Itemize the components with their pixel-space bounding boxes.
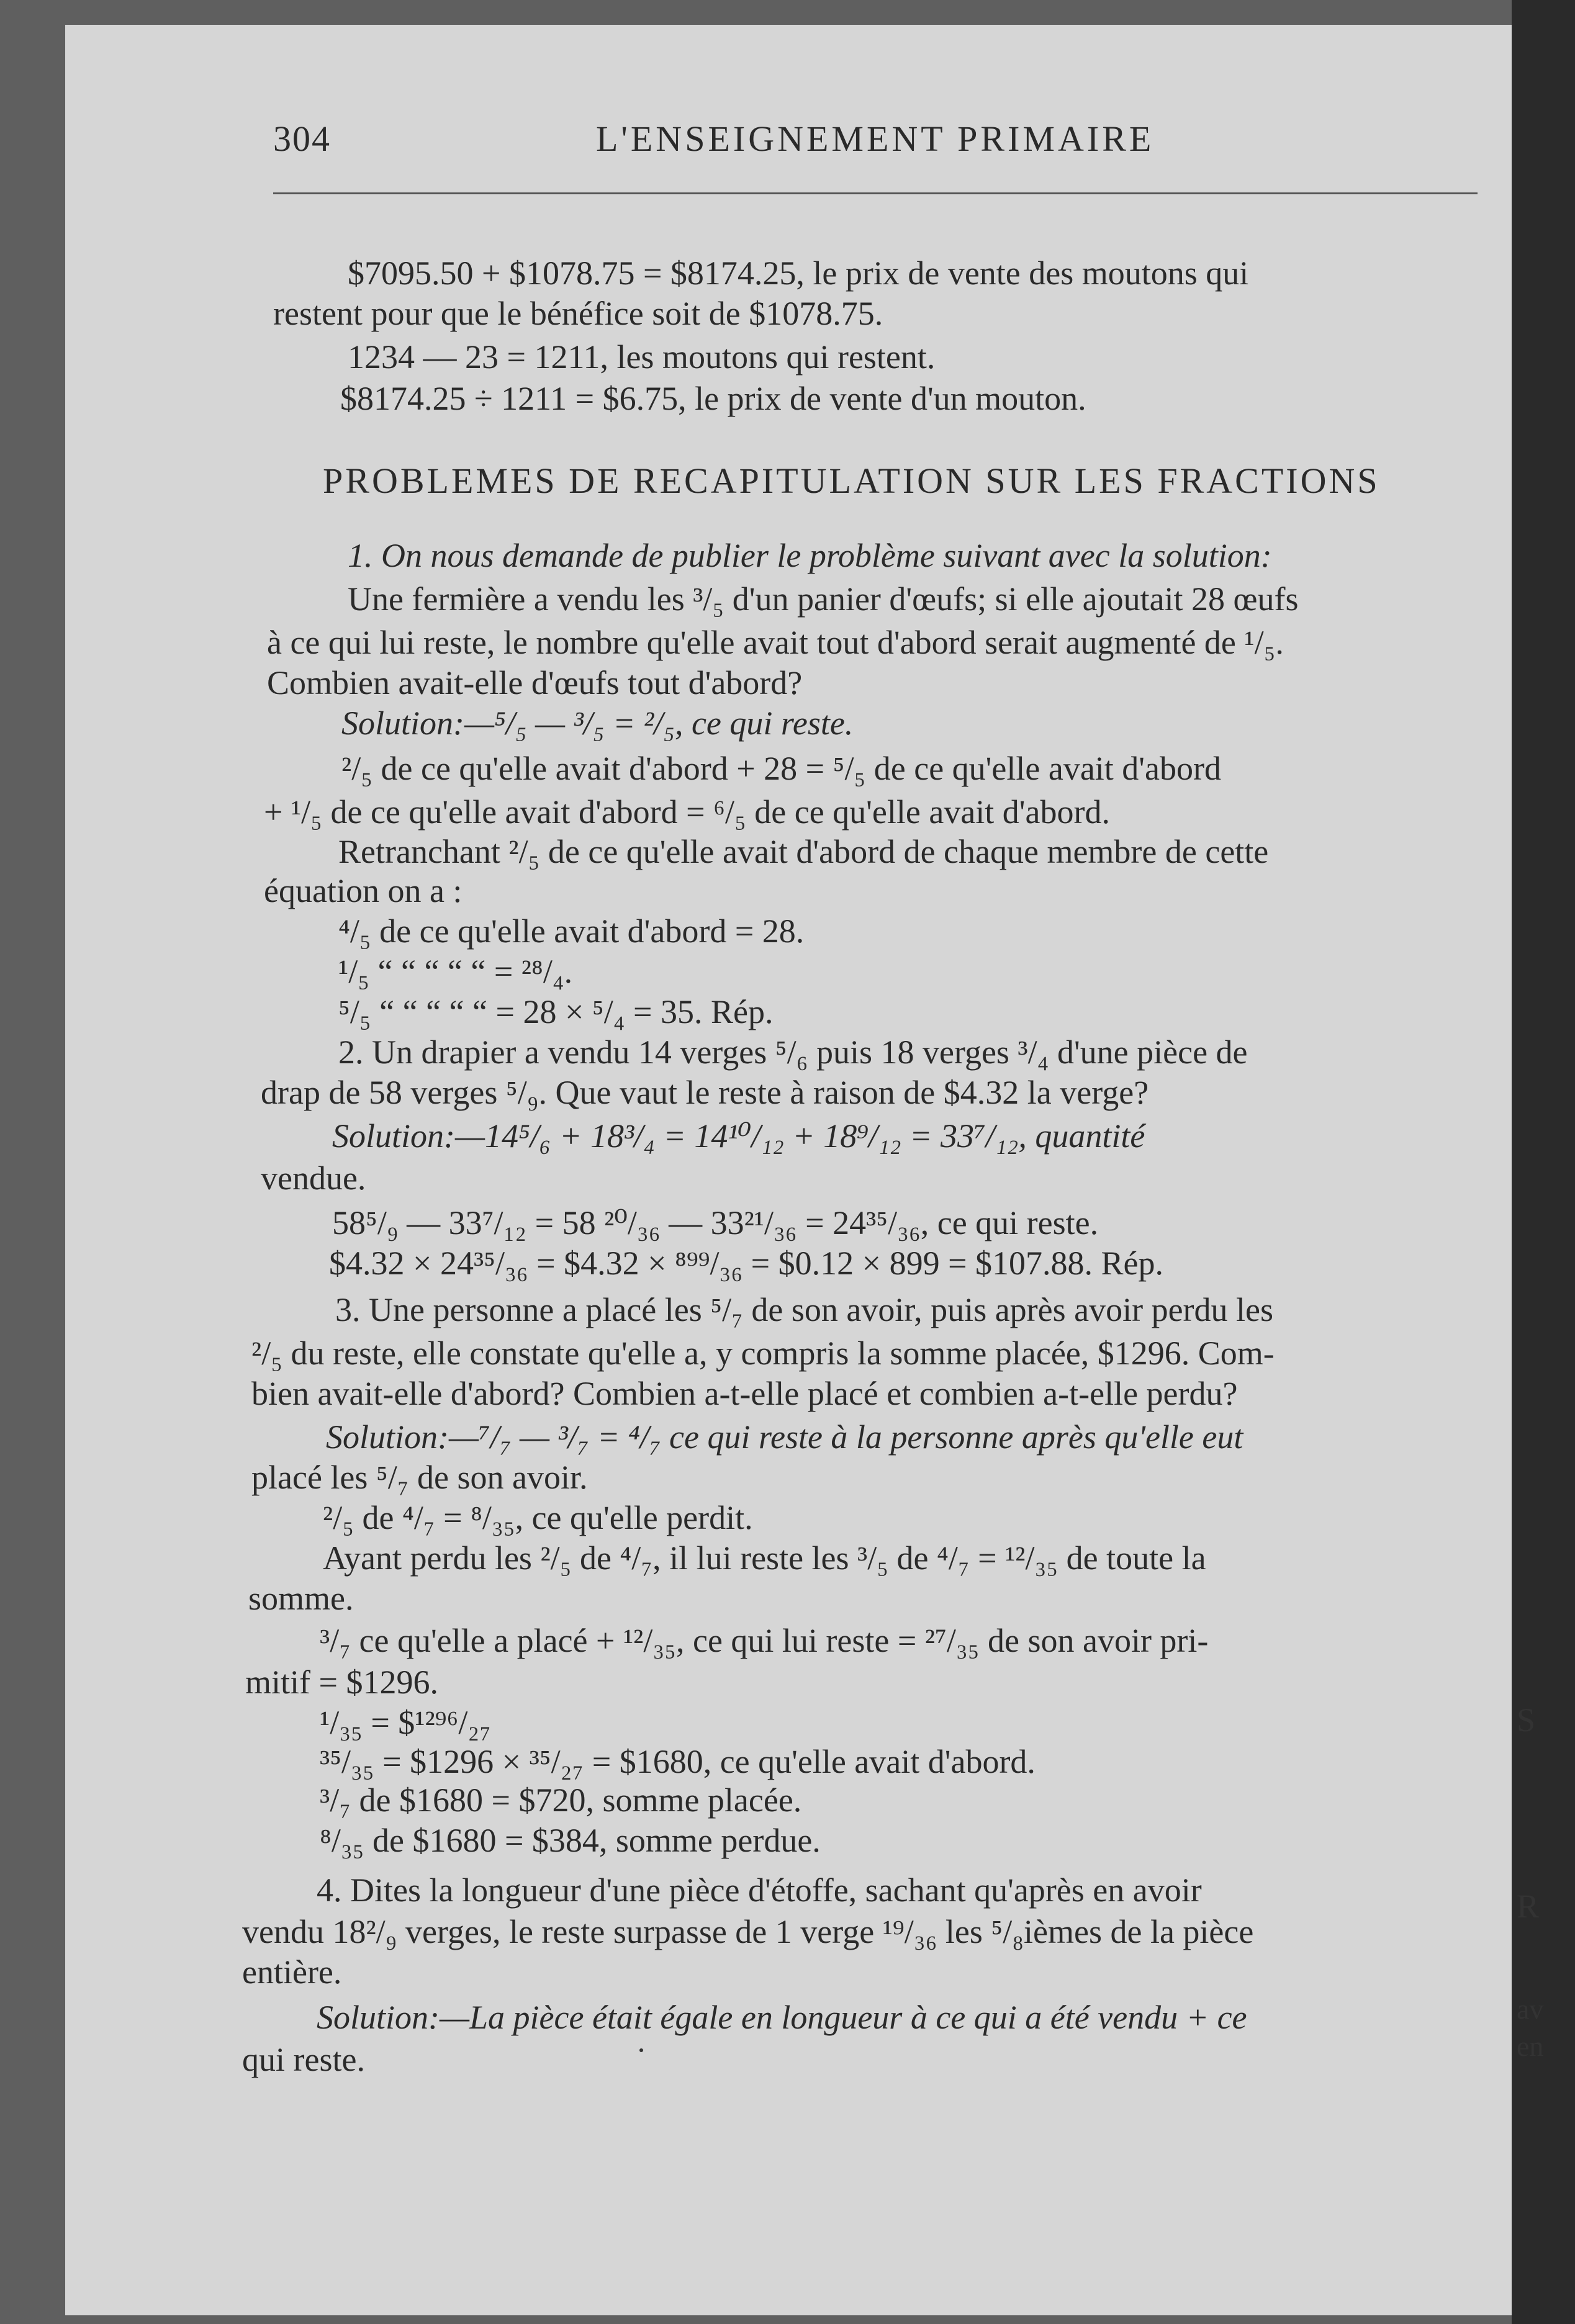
text-line: 3. Une personne a placé les ⁵/₇ de son avoir, puis après avoir perdu les bbox=[335, 1291, 1274, 1328]
text-line: ¹/₅ “ “ “ “ “ = ²⁸/₄. bbox=[338, 953, 573, 990]
text-line: équation on a : bbox=[264, 872, 463, 909]
text-line: $4.32 × 24³⁵/₃₆ = $4.32 × ⁸⁹⁹/₃₆ = $0.12 × 899 = $107.88. Rép. bbox=[329, 1245, 1164, 1282]
text-line: Ayant perdu les ²/₅ de ⁴/₇, il lui reste les ³/₅ de ⁴/₇ = ¹²/₃₅ de toute la bbox=[323, 1539, 1206, 1577]
solution-line: Solution:—⁷/₇ — ³/₇ = ⁴/₇ ce qui reste à la personne après qu'elle eut bbox=[326, 1418, 1243, 1456]
text-line: drap de 58 verges ⁵/₉. Que vaut le reste à raison de $4.32 la verge? bbox=[261, 1074, 1149, 1111]
text-line: vendu 18²/₉ verges, le reste surpasse de 1 verge ¹⁹/₃₆ les ⁵/₈ièmes de la pièce bbox=[242, 1913, 1254, 1950]
text-line: 1234 — 23 = 1211, les moutons qui restent. bbox=[348, 338, 936, 376]
text-line: ³/₇ ce qu'elle a placé + ¹²/₃₅, ce qui lui reste = ²⁷/₃₅ de son avoir pri- bbox=[320, 1622, 1209, 1659]
text-line: Une fermière a vendu les ³/₅ d'un panier d'œufs; si elle ajoutait 28 œufs bbox=[348, 580, 1299, 618]
text-line: $8174.25 ÷ 1211 = $6.75, le prix de vente d'un mouton. bbox=[340, 380, 1086, 417]
text-line: placé les ⁵/₇ de son avoir. bbox=[251, 1459, 588, 1496]
text-line: ³/₇ de $1680 = $720, somme placée. bbox=[320, 1781, 802, 1819]
text-line: mitif = $1296. bbox=[245, 1664, 438, 1701]
text-line: ²/₅ de ⁴/₇ = ⁸/₃₅, ce qu'elle perdit. bbox=[323, 1499, 753, 1536]
text-line: 4. Dites la longueur d'une pièce d'étoffe, sachant qu'après en avoir bbox=[317, 1871, 1202, 1909]
problem-statement: 1. On nous demande de publier le problème suivant avec la solution: bbox=[348, 537, 1272, 574]
text-line: Retranchant ²/₅ de ce qu'elle avait d'abord de chaque membre de cette bbox=[338, 833, 1269, 870]
running-title: L'ENSEIGNEMENT PRIMAIRE bbox=[596, 119, 1155, 159]
text-line: entière. bbox=[242, 1953, 342, 1991]
text-line: $7095.50 + $1078.75 = $8174.25, le prix de vente des moutons qui bbox=[348, 254, 1249, 292]
margin-fragment: R bbox=[1517, 1888, 1540, 1925]
text-line: 58⁵/₉ — 33⁷/₁₂ = 58 ²⁰/₃₆ — 33²¹/₃₆ = 24³⁵/₃₆, ce qui reste. bbox=[332, 1204, 1099, 1241]
solution-line: Solution:—14⁵/₆ + 18³/₄ = 14¹⁰/₁₂ + 18⁹/₁₂ = 33⁷/₁₂, quantité bbox=[332, 1117, 1145, 1155]
text-line: ²/₅ de ce qu'elle avait d'abord + 28 = ⁵/₅ de ce qu'elle avait d'abord bbox=[341, 750, 1221, 787]
text-line: Combien avait-elle d'œufs tout d'abord? bbox=[267, 664, 803, 701]
page-header bbox=[273, 118, 1484, 174]
text-line: ²/₅ du reste, elle constate qu'elle a, y compris la somme placée, $1296. Com- bbox=[251, 1335, 1275, 1372]
page-number: 304 bbox=[273, 119, 331, 159]
solution-line: Solution:—La pièce était égale en longueur à ce qui a été vendu + ce bbox=[317, 1999, 1247, 2036]
text-line: + ¹/₅ de ce qu'elle avait d'abord = ⁶/₅ de ce qu'elle avait d'abord. bbox=[264, 793, 1110, 831]
text-line: ¹/₃₅ = $¹²⁹⁶/₂₇ bbox=[320, 1704, 491, 1741]
margin-fragment: av bbox=[1517, 1993, 1544, 2025]
adjacent-page-fragments bbox=[1512, 1614, 1549, 2098]
header-rule bbox=[273, 192, 1478, 194]
text-line: qui reste. bbox=[242, 2041, 365, 2078]
text-line: ⁵/₅ “ “ “ “ “ = 28 × ⁵/₄ = 35. Rép. bbox=[338, 993, 774, 1030]
text-line: restent pour que le bénéfice soit de $1078.75. bbox=[273, 295, 883, 332]
margin-fragment: en bbox=[1517, 2030, 1544, 2062]
text-line: ⁸/₃₅ de $1680 = $384, somme perdue. bbox=[320, 1822, 821, 1859]
section-heading: PROBLEMES DE RECAPITULATION SUR LES FRACTIONS bbox=[323, 461, 1380, 501]
text-line: à ce qui lui reste, le nombre qu'elle avait tout d'abord serait augmenté de ¹/₅. bbox=[267, 624, 1284, 661]
text-line: ³⁵/₃₅ = $1296 × ³⁵/₂₇ = $1680, ce qu'elle avait d'abord. bbox=[320, 1743, 1036, 1780]
text-line: bien avait-elle d'abord? Combien a-t-elle placé et combien a-t-elle perdu? bbox=[251, 1375, 1238, 1412]
margin-fragment: S bbox=[1517, 1701, 1536, 1739]
ink-speck bbox=[639, 2048, 643, 2052]
text-line: 2. Un drapier a vendu 14 verges ⁵/₆ puis 18 verges ³/₄ d'une pièce de bbox=[338, 1034, 1248, 1071]
solution-line: Solution:—⁵/₅ — ³/₅ = ²/₅, ce qui reste. bbox=[341, 705, 854, 742]
text-line: vendue. bbox=[261, 1160, 366, 1197]
text-line: somme. bbox=[248, 1580, 354, 1617]
text-line: ⁴/₅ de ce qu'elle avait d'abord = 28. bbox=[338, 912, 805, 950]
